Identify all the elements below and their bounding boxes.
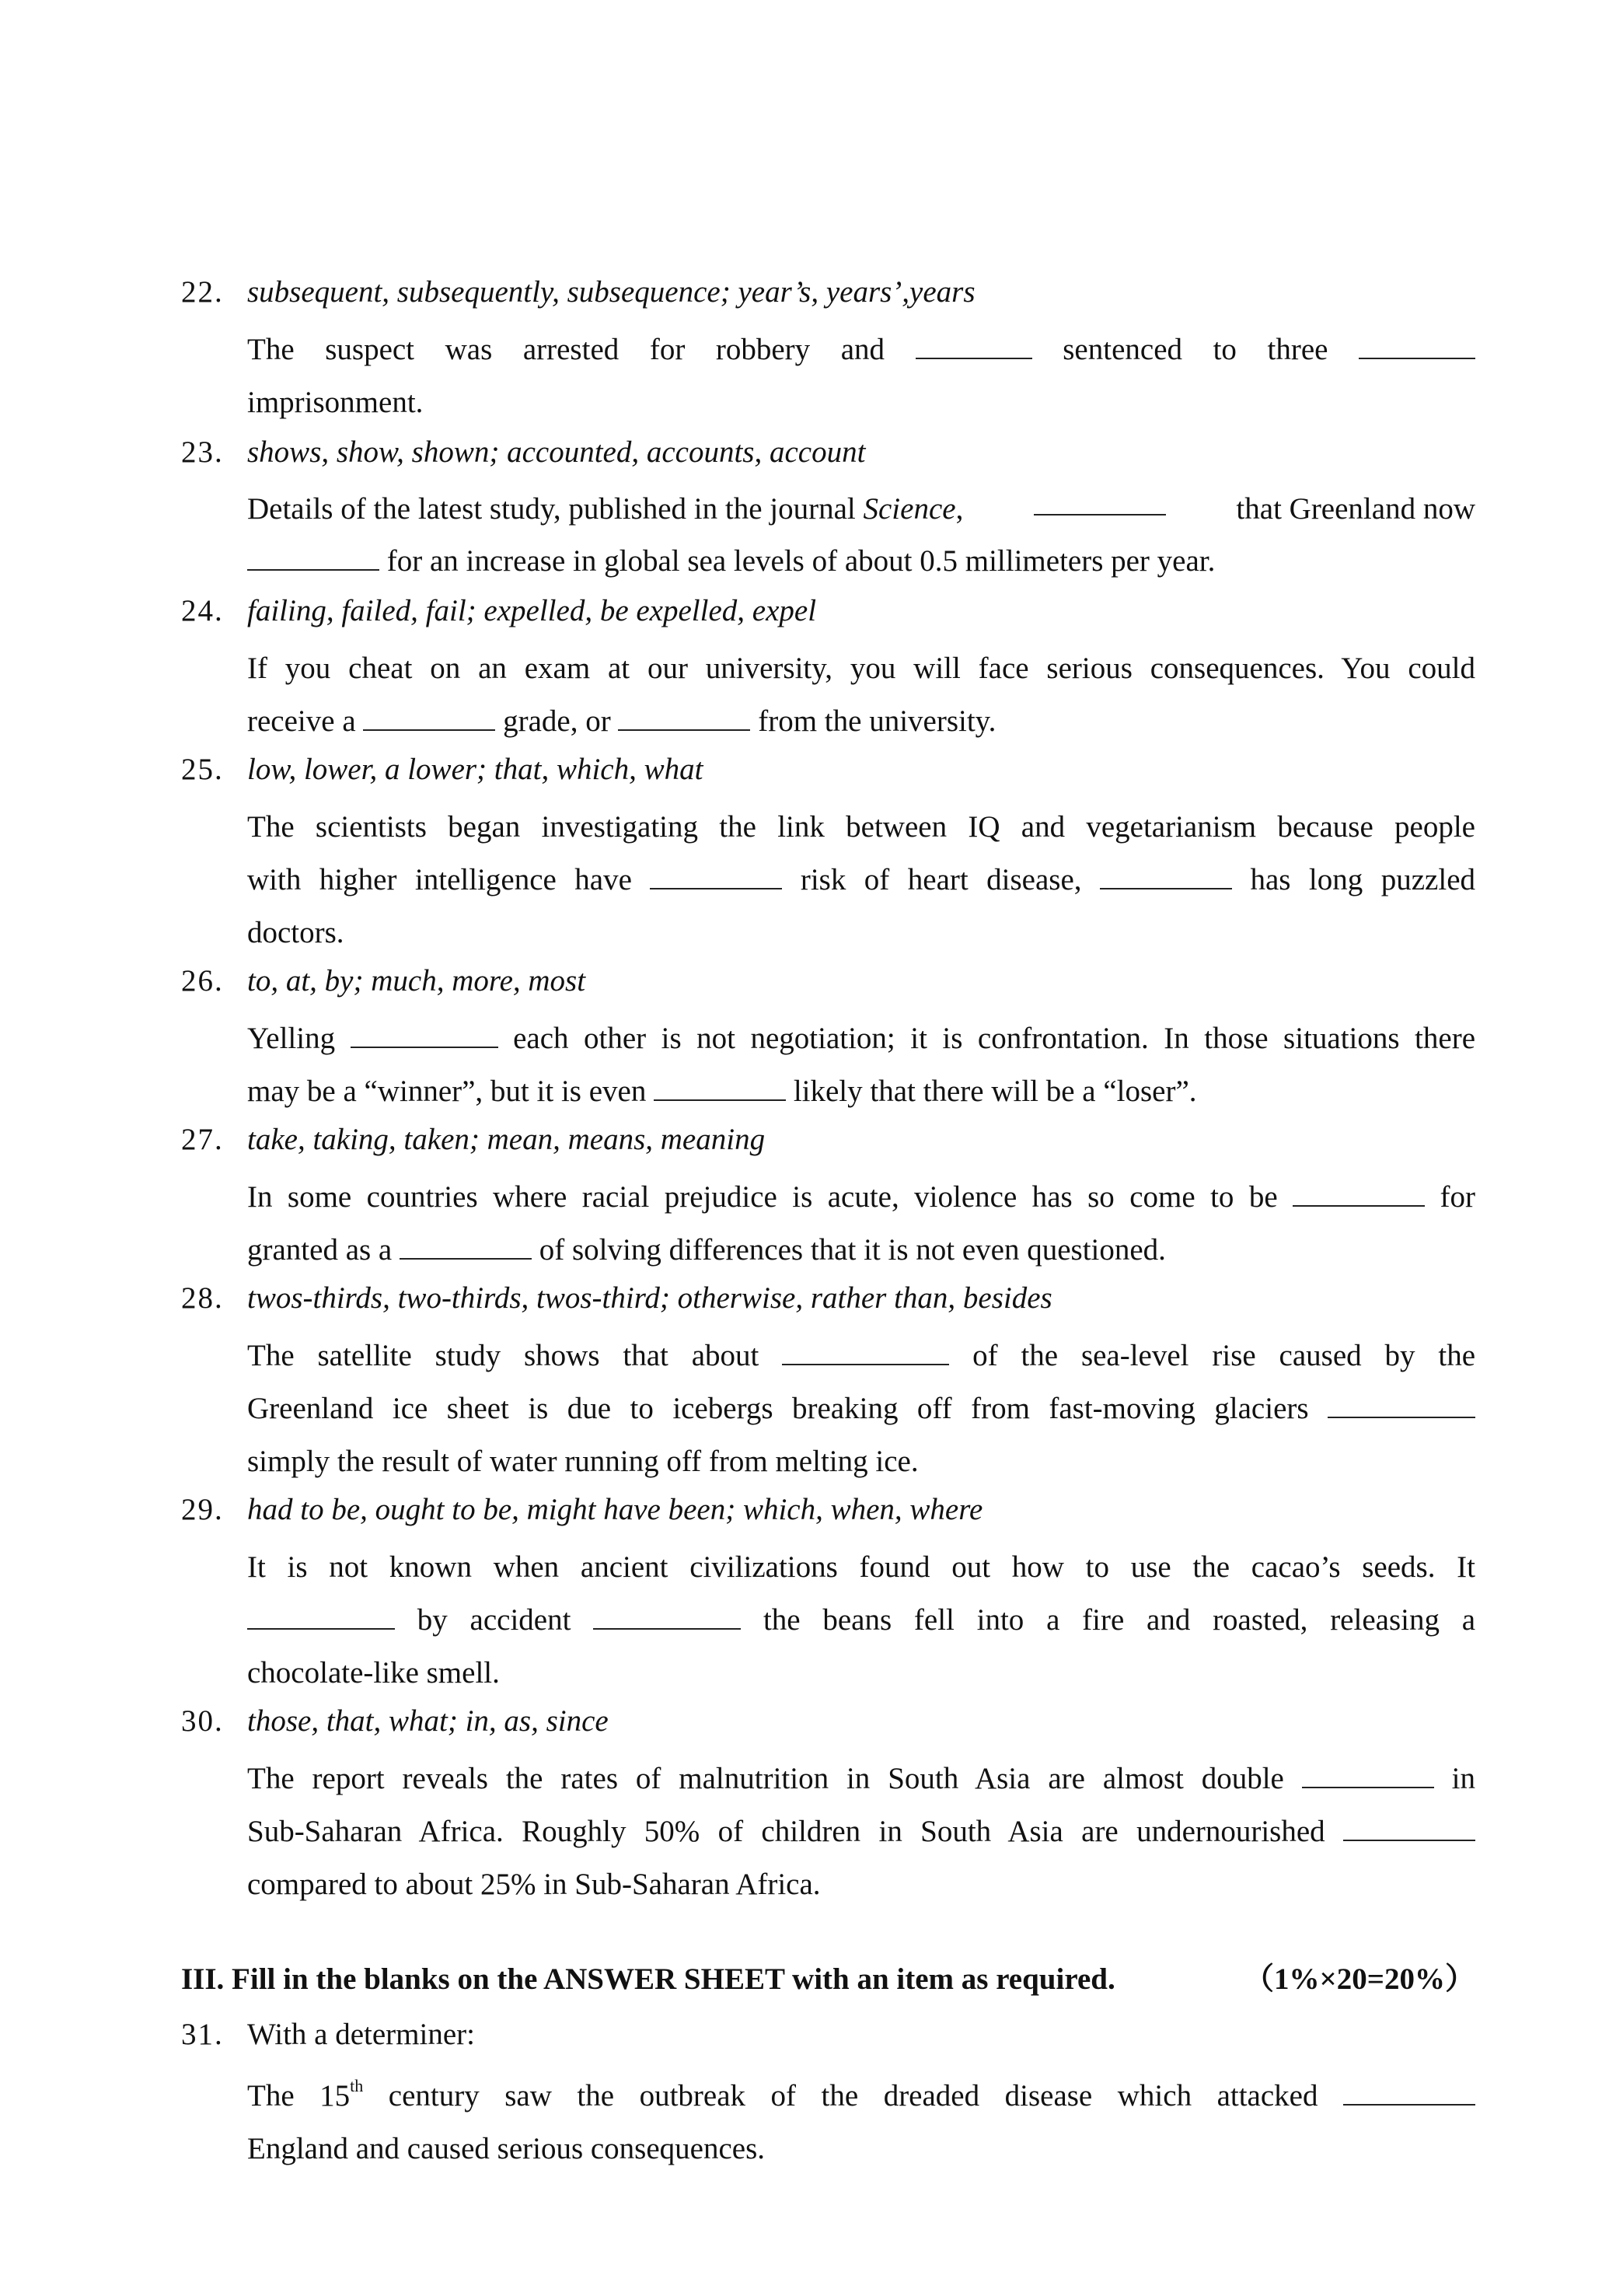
question-31-text-a1: The 15 [247,2079,351,2113]
question-25-text-c: has long puzzled [1250,863,1476,896]
question-27-line-2 [247,1232,1475,1269]
question-26-text-a: Yelling [247,1022,336,1055]
question-27-line-1 [247,1179,1475,1216]
answer-blank[interactable] [1359,334,1475,359]
question-number-26: 26. [181,964,224,998]
answer-blank[interactable] [1034,491,1166,515]
answer-blank[interactable] [654,1076,786,1101]
question-number-22: 22. [181,275,224,309]
question-22-line-1 [247,331,1475,369]
question-30-text-a: The report reveals the rates of malnutrition in South Asia are almost double [247,1762,1284,1795]
options-24: failing, failed, fail; expelled, be expelled, expel [247,594,817,627]
question-25-text-b: risk of heart disease, [800,863,1082,896]
question-25-line-2 [247,861,1475,899]
question-26-text-d: likely that there will be a “loser”. [793,1075,1197,1108]
question-28-text-a: The satellite study shows that about [247,1339,759,1372]
question-24-text-c: from the university. [758,704,996,738]
question-25-text-a: with higher intelligence have [247,863,632,896]
question-26-text-c: may be a “winner”, but it is even [247,1075,647,1108]
question-30-line-2 [247,1813,1475,1850]
instruction-31: With a determiner: [247,2018,475,2051]
question-24-text-a: receive a [247,704,356,738]
question-22-text-a: The suspect was arrested for robbery and [247,333,885,366]
options-22: subsequent, subsequently, subsequence; year’s, years’,years [247,275,976,309]
question-23-text-d: for an increase in global sea levels of about 0.5 millimeters per year. [386,544,1216,578]
answer-blank[interactable] [1293,1182,1425,1207]
question-31-text-a [247,2076,364,2113]
section-3-title: III. Fill in the blanks on the ANSWER SHEET with an item as required. [181,1962,1115,1996]
question-23-line-1 [247,491,1475,528]
question-23-text-a: Details of the latest study, published in the journal [247,492,864,526]
question-27-text-d: of solving differences that it is not even questioned. [539,1233,1166,1267]
question-number-30: 30. [181,1704,224,1738]
answer-blank[interactable] [400,1235,532,1260]
question-29-text-b: the beans fell into a fire and roasted, releasing a [763,1603,1476,1637]
answer-blank[interactable] [782,1340,949,1365]
question-24-text-b: grade, or [503,704,611,738]
answer-blank[interactable] [650,865,782,889]
options-25: low, lower, a lower; that, which, what [247,753,703,786]
options-28: twos-thirds, two-thirds, twos-third; otherwise, rather than, besides [247,1281,1052,1315]
options-27: take, taking, taken; mean, means, meaning [247,1123,766,1156]
answer-blank[interactable] [916,334,1032,359]
question-number-29: 29. [181,1493,224,1526]
answer-blank[interactable] [247,1605,395,1630]
question-27-text-b: for [1440,1180,1476,1214]
section-3-heading [181,1961,1475,1998]
question-28-line-2 [247,1390,1475,1428]
question-25-line-1: The scientists began investigating the link between IQ and vegetarianism because people [247,810,1475,844]
question-30-line-1 [247,1760,1475,1798]
question-23-comma: , [955,492,964,526]
question-23-line-2 [247,543,1475,580]
question-28-line-1 [247,1337,1475,1375]
question-27-text-c: granted as a [247,1233,393,1267]
section-3-score: （1%×20=20%） [1244,1962,1475,1996]
question-number-23: 23. [181,435,224,469]
question-number-27: 27. [181,1123,224,1156]
answer-blank[interactable] [351,1023,498,1048]
question-31-text-b: century saw the outbreak of the dreaded disease which attacked [388,2079,1318,2113]
question-26-line-1 [247,1020,1475,1057]
question-24-line-2 [247,703,1475,740]
answer-blank[interactable] [1343,1816,1475,1841]
question-22-line-2: imprisonment. [247,386,424,419]
options-29: had to be, ought to be, might have been; which, when, where [247,1493,983,1526]
question-30-line-3: compared to about 25% in Sub-Saharan Africa. [247,1868,821,1901]
question-number-24: 24. [181,594,224,627]
question-24-line-1: If you cheat on an exam at our university, you will face serious consequences. You could [247,652,1475,685]
question-29-text-a: by accident [417,1603,571,1637]
question-28-text-b: of the sea-level rise caused by the [972,1339,1476,1372]
answer-blank[interactable] [247,546,379,571]
ordinal-suffix: th [350,2076,364,2095]
question-28-text-c: Greenland ice sheet is due to icebergs breaking off from fast-moving glaciers [247,1392,1309,1425]
answer-blank[interactable] [1328,1393,1475,1418]
answer-blank[interactable] [1343,2081,1475,2106]
question-29-line-1: It is not known when ancient civilizations found out how to use the cacao’s seeds. It [247,1550,1475,1584]
question-22-text-b: sentenced to three [1063,333,1328,366]
question-25-line-3: doctors. [247,916,344,949]
question-number-31: 31. [181,2018,224,2051]
options-23: shows, show, shown; accounted, accounts, account [247,435,866,469]
answer-blank[interactable] [363,706,495,731]
question-26-line-2 [247,1073,1475,1110]
answer-blank[interactable] [618,706,750,731]
question-23-text-c: that Greenland now [1236,492,1475,526]
question-31-line-1 [247,2078,1475,2115]
options-30: those, that, what; in, as, since [247,1704,609,1738]
question-26-text-b: each other is not negotiation; it is confrontation. In those situations there [513,1022,1476,1055]
answer-blank[interactable] [593,1605,741,1630]
answer-blank[interactable] [1302,1763,1434,1788]
question-number-25: 25. [181,753,224,786]
journal-name: Science [863,492,956,526]
question-30-text-b: in [1451,1762,1475,1795]
question-31-line-2: England and caused serious consequences. [247,2132,766,2165]
options-26: to, at, by; much, more, most [247,964,586,998]
question-number-28: 28. [181,1281,224,1315]
question-27-text-a: In some countries where racial prejudice is acute, violence has so come to be [247,1180,1278,1214]
question-30-text-c: Sub-Saharan Africa. Roughly 50% of children in South Asia are undernourished [247,1815,1325,1848]
question-29-line-2 [247,1602,1475,1639]
answer-blank[interactable] [1100,865,1232,889]
question-28-line-3: simply the result of water running off from melting ice. [247,1445,919,1478]
question-29-line-3: chocolate-like smell. [247,1656,500,1690]
